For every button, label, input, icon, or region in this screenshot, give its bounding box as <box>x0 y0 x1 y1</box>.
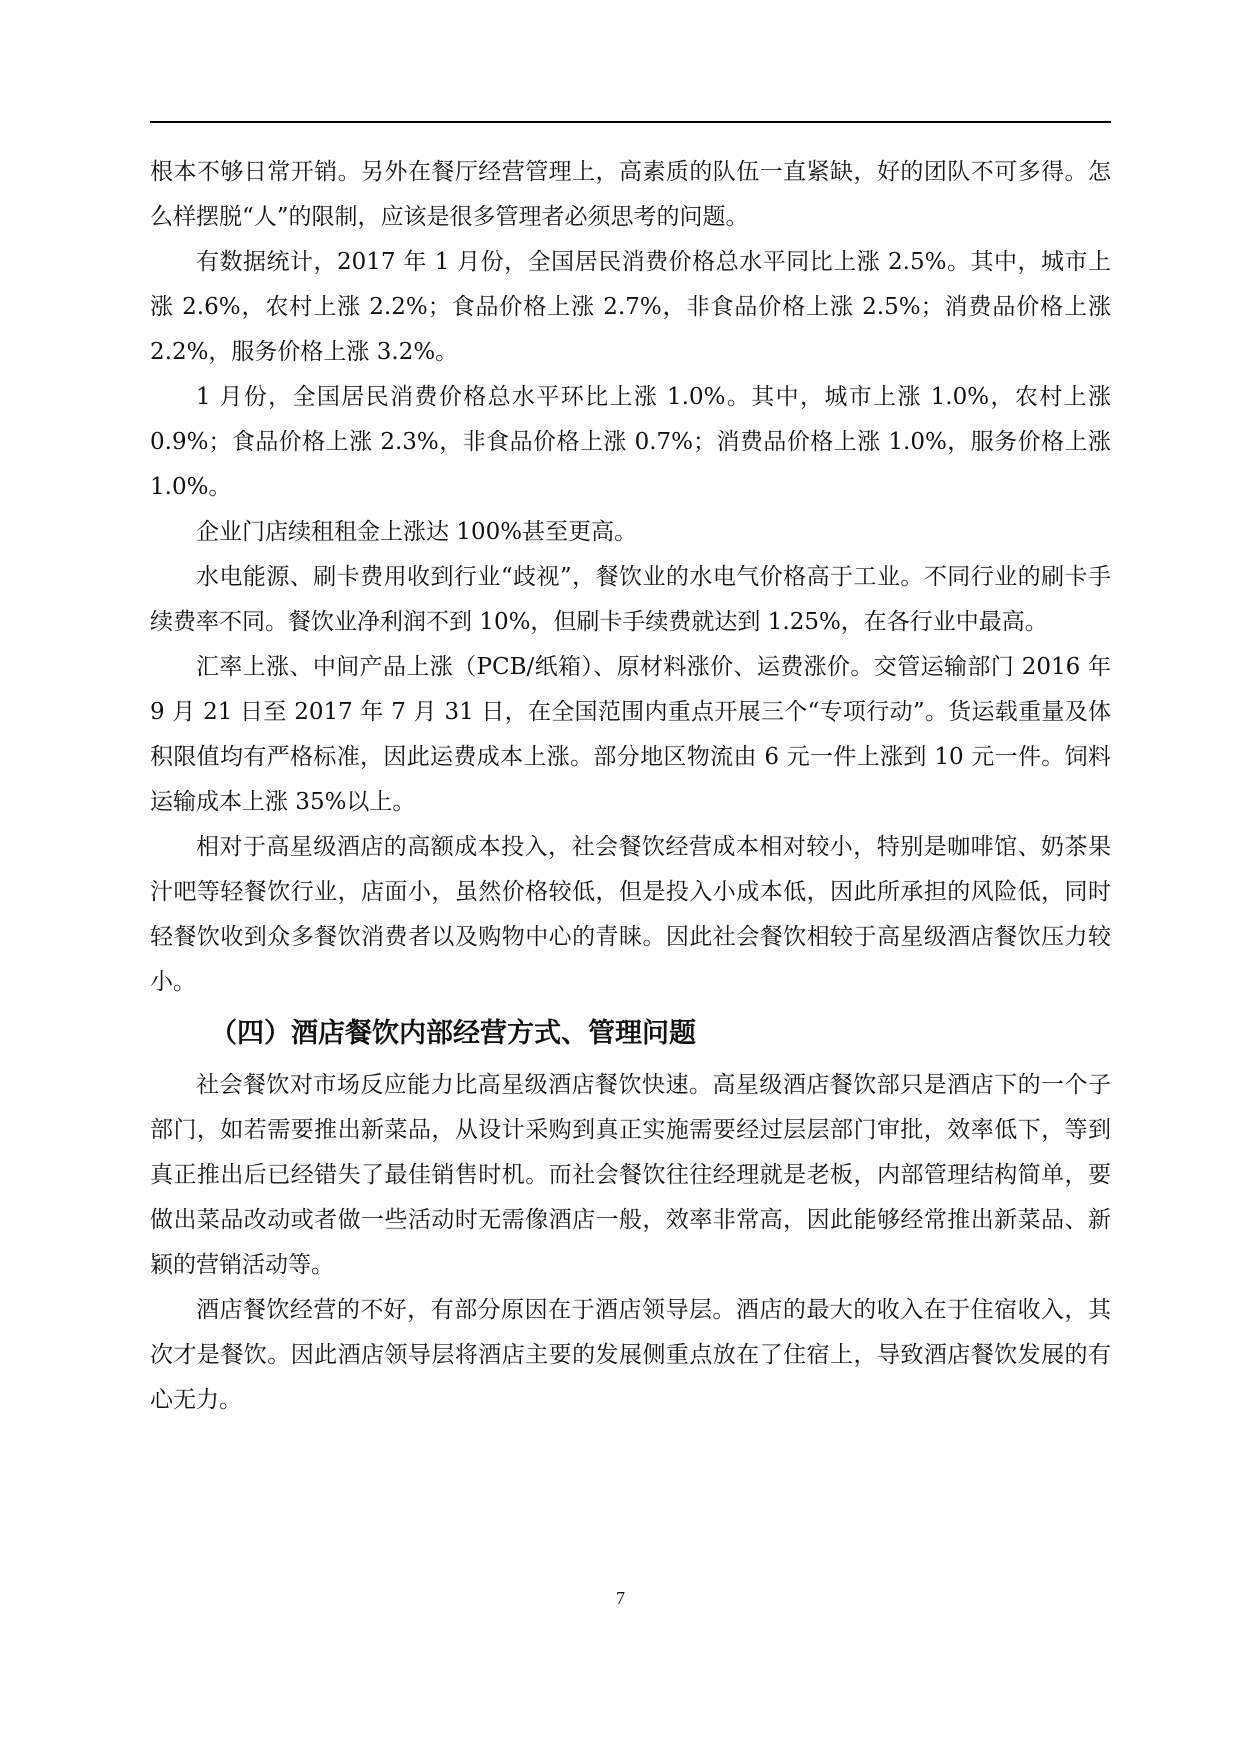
paragraph: 酒店餐饮经营的不好，有部分原因在于酒店领导层。酒店的最大的收入在于住宿收入，其次才是餐饮。因此酒店领导层将酒店主要的发展侧重点放在了住宿上，导致酒店餐饮发展的有心无力。 <box>150 1297 1111 1413</box>
section-heading: （四）酒店餐饮内部经营方式、管理问题 <box>210 1018 696 1049</box>
body-text <box>150 150 1111 1423</box>
paragraph: 水电能源、刷卡费用收到行业“歧视”，餐饮业的水电气价格高于工业。不同行业的刷卡手续费率不同。餐饮业净利润不到 10%，但刷卡手续费就达到 1.25%，在各行业中最高。 <box>150 564 1111 635</box>
paragraph: 汇率上涨、中间产品上涨（PCB/纸箱）、原材料涨价、运费涨价。交管运输部门 2016 年 9 月 21 日至 2017 年 7 月 31 日，在全国范围内重点开展三个“专项行动”。货运载重量及体积限值均有严格标准，因此运费成本上涨。部分地区物流由 6 元一件上涨到 10 元一件。饲料运输成本上涨 35%以上。 <box>150 654 1111 815</box>
paragraph: 有数据统计，2017 年 1 月份，全国居民消费价格总水平同比上涨 2.5%。其中，城市上涨 2.6%，农村上涨 2.2%；食品价格上涨 2.7%，非食品价格上涨 2.5%；消费品价格上涨 2.2%，服务价格上涨 3.2%。 <box>150 249 1111 365</box>
page-number: 7 <box>616 1588 625 1608</box>
paragraph: 1 月份，全国居民消费价格总水平环比上涨 1.0%。其中，城市上涨 1.0%，农村上涨 0.9%；食品价格上涨 2.3%，非食品价格上涨 0.7%；消费品价格上涨 1.0%，服务价格上涨 1.0%。 <box>150 384 1111 500</box>
paragraph: 相对于高星级酒店的高额成本投入，社会餐饮经营成本相对较小，特别是咖啡馆、奶茶果汁吧等轻餐饮行业，店面小，虽然价格较低，但是投入小成本低，因此所承担的风险低，同时轻餐饮收到众多餐饮消费者以及购物中心的青睐。因此社会餐饮相较于高星级酒店餐饮压力较小。 <box>150 834 1111 995</box>
paragraph: 社会餐饮对市场反应能力比高星级酒店餐饮快速。高星级酒店餐饮部只是酒店下的一个子部门，如若需要推出新菜品，从设计采购到真正实施需要经过层层部门审批，效率低下，等到真正推出后已经错失了最佳销售时机。而社会餐饮往往经理就是老板，内部管理结构简单，要做出菜品改动或者做一些活动时无需像酒店一般，效率非常高，因此能够经常推出新菜品、新颖的营销活动等。 <box>150 1072 1111 1278</box>
header-rule <box>150 121 1111 123</box>
paragraph: 根本不够日常开销。另外在餐厅经营管理上，高素质的队伍一直紧缺，好的团队不可多得。怎么样摆脱“人”的限制，应该是很多管理者必须思考的问题。 <box>150 159 1111 230</box>
paragraph: 企业门店续租租金上涨达 100%甚至更高。 <box>196 519 638 545</box>
